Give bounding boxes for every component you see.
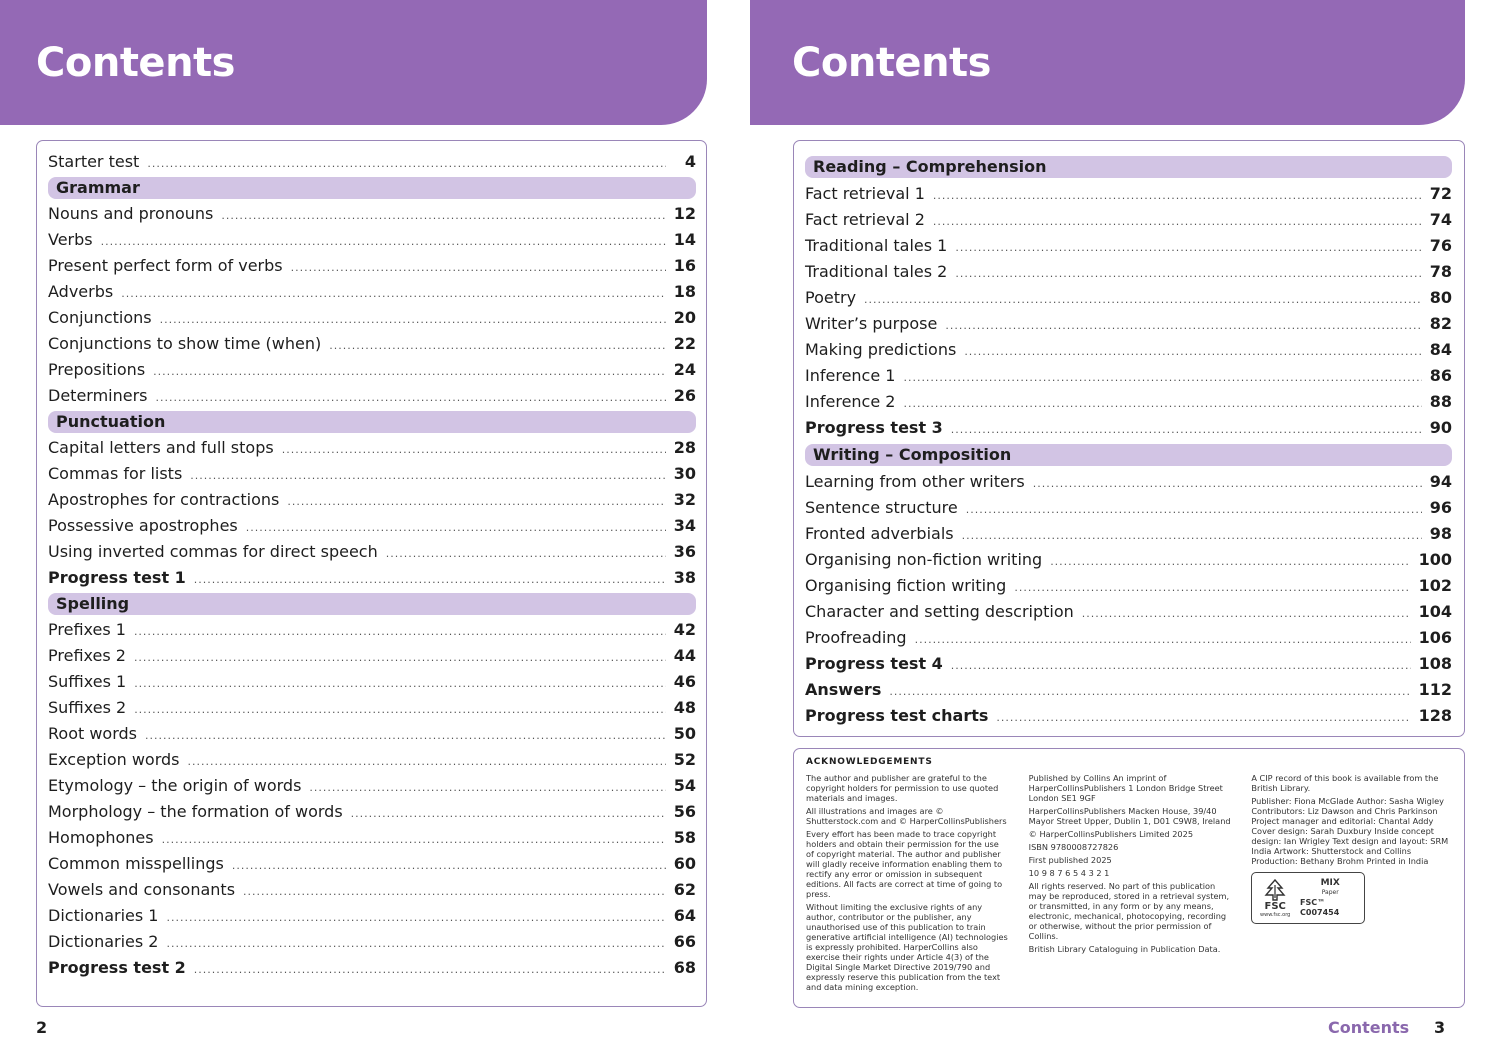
left-page-number: 2	[36, 1018, 48, 1037]
toc-page-number: 84	[1429, 340, 1452, 359]
section-writing: Writing – Composition	[805, 444, 1452, 466]
toc-page-number: 66	[673, 932, 696, 951]
ack-paragraph: ISBN 9780008727826	[1028, 842, 1119, 852]
toc-row[interactable]	[48, 903, 696, 929]
spelling-list	[48, 617, 696, 981]
toc-label: Nouns and pronouns	[48, 204, 214, 223]
toc-row-starter[interactable]	[48, 149, 696, 175]
toc-row[interactable]	[805, 547, 1452, 573]
toc-page-number: 34	[673, 516, 696, 535]
dot-leader	[160, 307, 666, 333]
toc-page-number: 16	[673, 256, 696, 275]
toc-row[interactable]	[48, 773, 696, 799]
toc-page-number: 44	[673, 646, 696, 665]
toc-page-number: 60	[673, 854, 696, 873]
toc-row[interactable]	[805, 599, 1452, 625]
toc-row[interactable]	[805, 181, 1452, 207]
toc-row[interactable]	[48, 929, 696, 955]
toc-row[interactable]	[48, 227, 696, 253]
dot-leader	[1014, 575, 1410, 601]
toc-row[interactable]	[805, 703, 1452, 729]
toc-label: Possessive apostrophes	[48, 516, 238, 535]
toc-page-number: 48	[673, 698, 696, 717]
toc-row[interactable]	[805, 651, 1452, 677]
toc-label: Making predictions	[805, 340, 957, 359]
fsc-code: FSC™ C007454	[1300, 898, 1340, 917]
toc-page-number: 108	[1418, 654, 1452, 673]
toc-row[interactable]	[48, 747, 696, 773]
fsc-mix: MIX	[1320, 878, 1340, 888]
section-grammar: Grammar	[48, 177, 696, 199]
dot-leader	[243, 879, 666, 905]
toc-row[interactable]	[48, 955, 696, 981]
dot-leader	[221, 203, 665, 229]
fsc-url: www.fsc.org	[1260, 912, 1291, 918]
toc-label: Progress test 3	[805, 418, 943, 437]
toc-row[interactable]	[48, 461, 696, 487]
toc-row[interactable]	[48, 279, 696, 305]
toc-label: Dictionaries 1	[48, 906, 159, 925]
ack-paragraph: Published by Collins An imprint of HarperCollinsPublishers 1 London Bridge Street London SE1 9GF	[1028, 773, 1223, 803]
toc-row[interactable]	[805, 573, 1452, 599]
ack-paragraph: A CIP record of this book is available from the British Library.	[1251, 773, 1439, 793]
toc-page-number: 72	[1429, 184, 1452, 203]
toc-row[interactable]	[805, 207, 1452, 233]
toc-label: Using inverted commas for direct speech	[48, 542, 378, 561]
toc-label: Sentence structure	[805, 498, 958, 517]
toc-page-number: 102	[1418, 576, 1452, 595]
toc-label: Organising non-fiction writing	[805, 550, 1043, 569]
toc-page-number: 24	[673, 360, 696, 379]
toc-label: Progress test 4	[805, 654, 943, 673]
punctuation-list	[48, 435, 696, 591]
toc-label: Character and setting description	[805, 602, 1074, 621]
ack-paragraph: First published 2025	[1028, 855, 1112, 865]
dot-leader	[951, 417, 1422, 443]
toc-page-number: 14	[673, 230, 696, 249]
toc-label: Traditional tales 1	[805, 236, 948, 255]
toc-page-number: 94	[1429, 472, 1452, 491]
dot-leader	[291, 255, 666, 281]
dot-leader	[101, 229, 666, 255]
dot-leader	[951, 653, 1411, 679]
dot-leader	[915, 627, 1411, 653]
dot-leader	[1050, 549, 1410, 575]
toc-page-number: 52	[673, 750, 696, 769]
dot-leader	[945, 313, 1421, 339]
toc-page-number: 4	[684, 152, 696, 171]
dot-leader	[351, 801, 666, 827]
dot-leader	[194, 957, 666, 983]
toc-label: Suffixes 2	[48, 698, 127, 717]
toc-page-number: 106	[1418, 628, 1452, 647]
toc-label: Proofreading	[805, 628, 907, 647]
toc-row[interactable]	[48, 201, 696, 227]
dot-leader	[162, 827, 666, 853]
acknowledgements-box	[793, 748, 1465, 1008]
toc-label: Fact retrieval 1	[805, 184, 925, 203]
toc-label: Prefixes 2	[48, 646, 126, 665]
toc-label: Etymology – the origin of words	[48, 776, 302, 795]
fsc-paper: Paper	[1321, 889, 1339, 896]
toc-page-number: 74	[1429, 210, 1452, 229]
toc-page-number: 90	[1429, 418, 1452, 437]
toc-page-number: 54	[673, 776, 696, 795]
toc-page-number: 36	[673, 542, 696, 561]
dot-leader	[134, 697, 666, 723]
dot-leader	[134, 619, 666, 645]
toc-row[interactable]	[48, 539, 696, 565]
ack-paragraph: Publisher: Fiona McGlade Author: Sasha Wigley Contributors: Liz Dawson and Chris Parkinson Project manager and editorial: Chantal Addy Cover design: Sarah Duxbury Inside concept design: Ian Wrigley Text design and layout: SRM India Artwork: Shutterstock and Collins Production: Bethany Brohm Printed in India	[1251, 796, 1449, 866]
dot-leader	[955, 261, 1421, 287]
toc-page-number: 100	[1418, 550, 1452, 569]
right-contents-panel	[793, 140, 1465, 737]
right-page-title: Contents	[792, 40, 991, 86]
toc-row[interactable]	[805, 285, 1452, 311]
toc-page-number: 32	[673, 490, 696, 509]
dot-leader	[190, 463, 665, 489]
toc-row[interactable]	[48, 383, 696, 409]
toc-page-number: 96	[1429, 498, 1452, 517]
toc-row[interactable]	[805, 311, 1452, 337]
toc-label: Vowels and consonants	[48, 880, 236, 899]
ack-column-1	[806, 773, 1009, 995]
toc-label: Fact retrieval 2	[805, 210, 925, 229]
toc-row[interactable]	[805, 415, 1452, 441]
section-punctuation: Punctuation	[48, 411, 696, 433]
toc-row[interactable]	[805, 337, 1452, 363]
toc-page-number: 12	[673, 204, 696, 223]
toc-label: Root words	[48, 724, 137, 743]
dot-leader	[194, 567, 666, 593]
ack-paragraph: The author and publisher are grateful to the copyright holders for permission to use quoted materials and images.	[806, 773, 999, 803]
toc-label: Poetry	[805, 288, 857, 307]
dot-leader	[996, 705, 1410, 731]
toc-page-number: 42	[673, 620, 696, 639]
toc-label: Exception words	[48, 750, 180, 769]
dot-leader	[962, 523, 1422, 549]
toc-row[interactable]	[805, 389, 1452, 415]
toc-row[interactable]	[805, 495, 1452, 521]
toc-label: Organising fiction writing	[805, 576, 1007, 595]
toc-page-number: 68	[673, 958, 696, 977]
toc-page-number: 128	[1418, 706, 1452, 725]
toc-row[interactable]	[48, 643, 696, 669]
toc-row[interactable]	[48, 721, 696, 747]
toc-row[interactable]	[48, 331, 696, 357]
dot-leader	[1082, 601, 1411, 627]
toc-label: Suffixes 1	[48, 672, 127, 691]
grammar-list	[48, 201, 696, 409]
ack-paragraph: Every effort has been made to trace copyright holders and obtain their permission for the use of copyright material. The author and publisher will gladly receive information enabling them to rectify any error or omission in subsequent editions. All facts are correct at time of going to press.	[806, 829, 1003, 899]
dot-leader	[134, 645, 666, 671]
toc-label: Conjunctions to show time (when)	[48, 334, 322, 353]
toc-label: Starter test	[48, 152, 140, 171]
toc-label: Inference 2	[805, 392, 896, 411]
dot-leader	[903, 391, 1421, 417]
dot-leader	[964, 339, 1421, 365]
toc-row[interactable]	[805, 469, 1452, 495]
toc-row[interactable]	[48, 513, 696, 539]
toc-row[interactable]	[805, 363, 1452, 389]
dot-leader	[156, 385, 666, 411]
ack-paragraph: 10 9 8 7 6 5 4 3 2 1	[1028, 868, 1110, 878]
toc-label: Common misspellings	[48, 854, 224, 873]
dot-leader	[134, 671, 666, 697]
dot-leader	[955, 235, 1421, 261]
toc-page-number: 26	[673, 386, 696, 405]
toc-row[interactable]	[48, 851, 696, 877]
toc-page-number: 38	[673, 568, 696, 587]
toc-row[interactable]	[805, 521, 1452, 547]
toc-row[interactable]	[48, 487, 696, 513]
fsc-badge	[1251, 872, 1365, 924]
toc-row[interactable]	[805, 625, 1452, 651]
toc-label: Capital letters and full stops	[48, 438, 274, 457]
dot-leader	[166, 905, 665, 931]
toc-page-number: 28	[673, 438, 696, 457]
toc-page-number: 98	[1429, 524, 1452, 543]
dot-leader	[309, 775, 665, 801]
dot-leader	[889, 679, 1410, 705]
dot-leader	[232, 853, 666, 879]
dot-leader	[386, 541, 666, 567]
toc-page-number: 46	[673, 672, 696, 691]
fsc-logo-text: FSC	[1264, 901, 1286, 912]
toc-label: Conjunctions	[48, 308, 152, 327]
toc-row[interactable]	[805, 677, 1452, 703]
dot-leader	[287, 489, 665, 515]
toc-page-number: 104	[1418, 602, 1452, 621]
toc-page-number: 76	[1429, 236, 1452, 255]
toc-label: Progress test 2	[48, 958, 186, 977]
dot-leader	[246, 515, 666, 541]
left-contents-panel	[36, 140, 707, 1007]
toc-page-number: 22	[673, 334, 696, 353]
dot-leader	[153, 359, 666, 385]
dot-leader	[1033, 471, 1422, 497]
toc-label: Prepositions	[48, 360, 146, 379]
reading-list	[805, 181, 1452, 441]
dot-leader	[933, 183, 1422, 209]
dot-leader	[329, 333, 666, 359]
acknowledgements-title: ACKNOWLEDGEMENTS	[806, 757, 933, 767]
toc-page-number: 62	[673, 880, 696, 899]
ack-paragraph: British Library Cataloguing in Publication Data.	[1028, 944, 1221, 954]
footer-contents-label: Contents	[1328, 1018, 1410, 1037]
writing-list	[805, 469, 1452, 729]
toc-row[interactable]	[48, 357, 696, 383]
toc-label: Progress test charts	[805, 706, 989, 725]
toc-label: Verbs	[48, 230, 93, 249]
ack-paragraph: All illustrations and images are © Shutterstock.com and © HarperCollinsPublishers	[806, 806, 1007, 826]
ack-paragraph: All rights reserved. No part of this publication may be reproduced, stored in a retrieval system, or transmitted, in any form or by any means, electronic, mechanical, photocopying, recording or otherwise, without the prior permission of Collins.	[1028, 881, 1230, 941]
toc-row[interactable]	[48, 565, 696, 591]
dot-leader	[188, 749, 666, 775]
toc-label: Fronted adverbials	[805, 524, 954, 543]
toc-page-number: 86	[1429, 366, 1452, 385]
toc-row[interactable]	[48, 435, 696, 461]
toc-row[interactable]	[48, 305, 696, 331]
toc-row[interactable]	[48, 253, 696, 279]
ack-paragraph: Without limiting the exclusive rights of any author, contributor or the publisher, any unauthorised use of this publication to train generative artificial intelligence (AI) technologies is expressly prohibited. HarperCollins also exercise their rights under Article 4(3) of the Digital Single Market Directive 2019/790 and expressly reserve this publication from the text and data mining exception.	[806, 902, 1008, 992]
toc-row[interactable]	[48, 825, 696, 851]
toc-page-number: 64	[673, 906, 696, 925]
toc-label: Dictionaries 2	[48, 932, 159, 951]
toc-page-number: 58	[673, 828, 696, 847]
toc-page-number: 18	[673, 282, 696, 301]
dot-leader	[121, 281, 666, 307]
fsc-tree-icon	[1256, 877, 1294, 919]
toc-page-number: 56	[673, 802, 696, 821]
toc-row[interactable]	[48, 799, 696, 825]
toc-label: Traditional tales 2	[805, 262, 948, 281]
section-spelling: Spelling	[48, 593, 696, 615]
toc-label: Progress test 1	[48, 568, 186, 587]
toc-row[interactable]	[48, 695, 696, 721]
dot-leader	[903, 365, 1421, 391]
toc-row[interactable]	[48, 669, 696, 695]
toc-row[interactable]	[48, 877, 696, 903]
toc-page-number: 20	[673, 308, 696, 327]
toc-label: Apostrophes for contractions	[48, 490, 280, 509]
toc-row[interactable]	[805, 233, 1452, 259]
dot-leader	[166, 931, 665, 957]
dot-leader	[966, 497, 1422, 523]
left-page-title: Contents	[36, 40, 235, 86]
dot-leader	[145, 723, 666, 749]
toc-label: Homophones	[48, 828, 154, 847]
toc-page-number: 80	[1429, 288, 1452, 307]
right-header-banner	[750, 0, 1465, 125]
toc-page-number: 112	[1418, 680, 1452, 699]
ack-paragraph: HarperCollinsPublishers Macken House, 39/40 Mayor Street Upper, Dublin 1, D01 C9W8, Ireland	[1028, 806, 1231, 826]
toc-row[interactable]	[805, 259, 1452, 285]
right-page-number: 3	[1434, 1018, 1446, 1037]
section-reading: Reading – Comprehension	[805, 156, 1452, 178]
dot-leader	[864, 287, 1422, 313]
left-header-banner	[0, 0, 707, 125]
toc-row[interactable]	[48, 617, 696, 643]
toc-label: Adverbs	[48, 282, 114, 301]
dot-leader	[282, 437, 666, 463]
ack-column-2	[1029, 773, 1232, 995]
toc-page-number: 30	[673, 464, 696, 483]
toc-label: Present perfect form of verbs	[48, 256, 283, 275]
toc-label: Commas for lists	[48, 464, 183, 483]
toc-page-number: 82	[1429, 314, 1452, 333]
dot-leader	[147, 151, 666, 177]
toc-label: Answers	[805, 680, 882, 699]
ack-column-3	[1251, 773, 1454, 995]
toc-page-number: 50	[673, 724, 696, 743]
toc-label: Prefixes 1	[48, 620, 126, 639]
toc-label: Determiners	[48, 386, 148, 405]
toc-label: Morphology – the formation of words	[48, 802, 343, 821]
toc-label: Inference 1	[805, 366, 896, 385]
toc-page-number: 88	[1429, 392, 1452, 411]
toc-label: Writer’s purpose	[805, 314, 938, 333]
toc-page-number: 78	[1429, 262, 1452, 281]
ack-paragraph: © HarperCollinsPublishers Limited 2025	[1028, 829, 1194, 839]
dot-leader	[933, 209, 1422, 235]
toc-label: Learning from other writers	[805, 472, 1025, 491]
